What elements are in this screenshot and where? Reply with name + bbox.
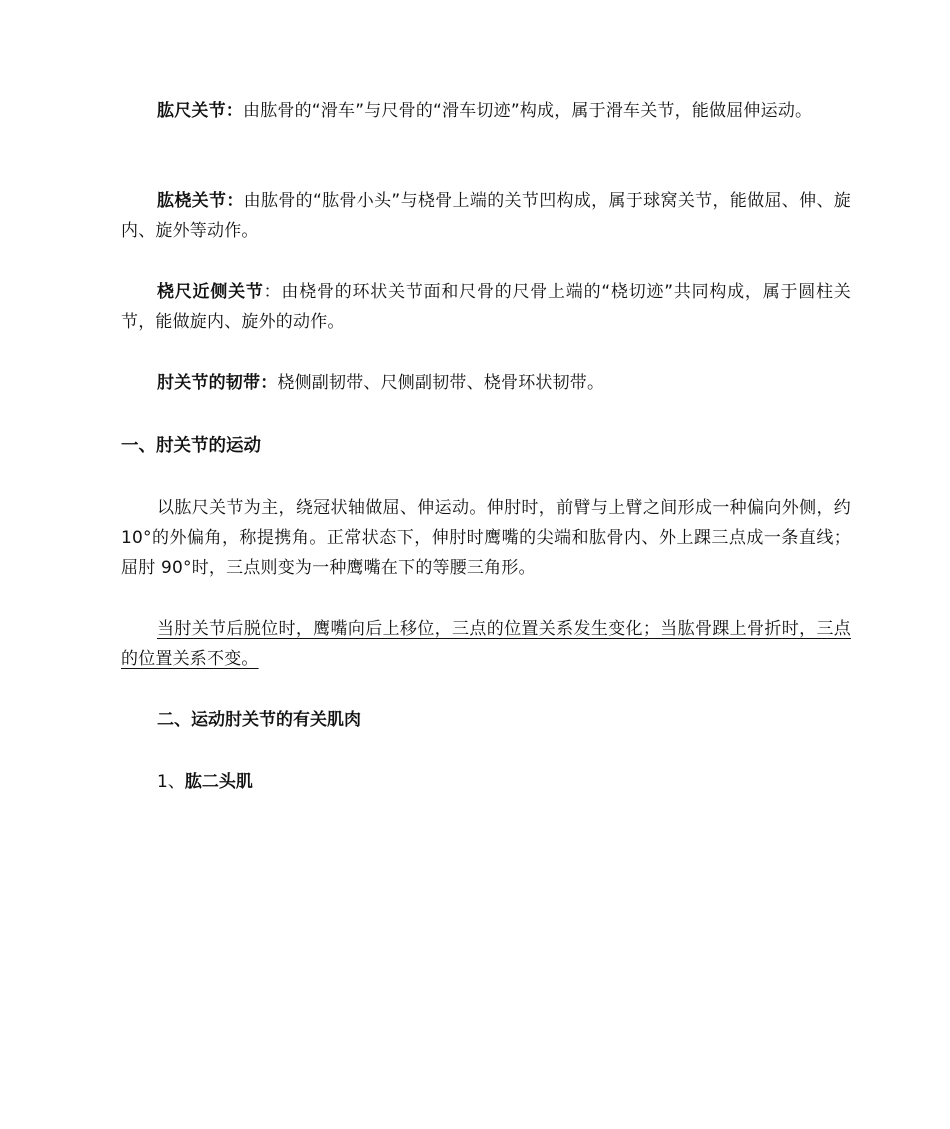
paragraph-humero-radial-joint (121, 186, 851, 246)
text-humero-radial-joint: 由肱骨的“肱骨小头”与桡骨上端的关节凹构成，属于球窝关节，能做屈、伸、旋内、旋外等动作。 (121, 191, 851, 241)
term-humero-ulnar-joint: 肱尺关节： (157, 101, 243, 121)
heading-elbow-movement: 一、肘关节的运动 (121, 436, 261, 456)
term-humero-radial-joint: 肱桡关节： (157, 191, 244, 211)
paragraph-proximal-radioulnar-joint (121, 277, 851, 337)
text-proximal-radioulnar-joint: ：由桡骨的环状关节面和尺骨的尺骨上端的“桡切迹”共同构成，属于圆柱关节，能做旋内、旋外的动作。 (121, 282, 852, 332)
underlined-dislocation-text: 当肘关节后脱位时，鹰嘴向后上移位，三点的位置关系发生变化；当肱骨踝上骨折时，三点的位置关系不变。 (121, 619, 851, 669)
term-elbow-ligaments: 肘关节的韧带： (157, 373, 278, 393)
paragraph-elbow-movement: 以肱尺关节为主，绕冠状轴做屈、伸运动。伸肘时，前臂与上臂之间形成一种偏向外侧，约 10°的外偏角，称提携角。正常状态下，伸肘时鹰嘴的尖端和肱骨内、外上踝三点成一条直线；屈肘 90°时，三点则变为一种鹰嘴在下的等腰三角形。 (121, 498, 851, 578)
item-number: 1、 (157, 772, 185, 792)
text-humero-ulnar-joint: 由肱骨的“滑车”与尺骨的“滑车切迹”构成，属于滑车关节，能做屈伸运动。 (243, 101, 813, 121)
item-label-biceps: 肱二头肌 (184, 772, 253, 792)
paragraph-elbow-ligaments (121, 368, 851, 398)
paragraph-dislocation-note (121, 614, 851, 674)
paragraph-humero-ulnar-joint (121, 96, 851, 126)
numbered-item-biceps (157, 767, 253, 797)
term-proximal-radioulnar-joint: 桡尺近侧关节 (157, 282, 264, 302)
text-elbow-ligaments: 桡侧副韧带、尺侧副韧带、桡骨环状韧带。 (277, 373, 605, 393)
heading-elbow-muscles: 二、运动肘关节的有关肌肉 (157, 710, 361, 730)
